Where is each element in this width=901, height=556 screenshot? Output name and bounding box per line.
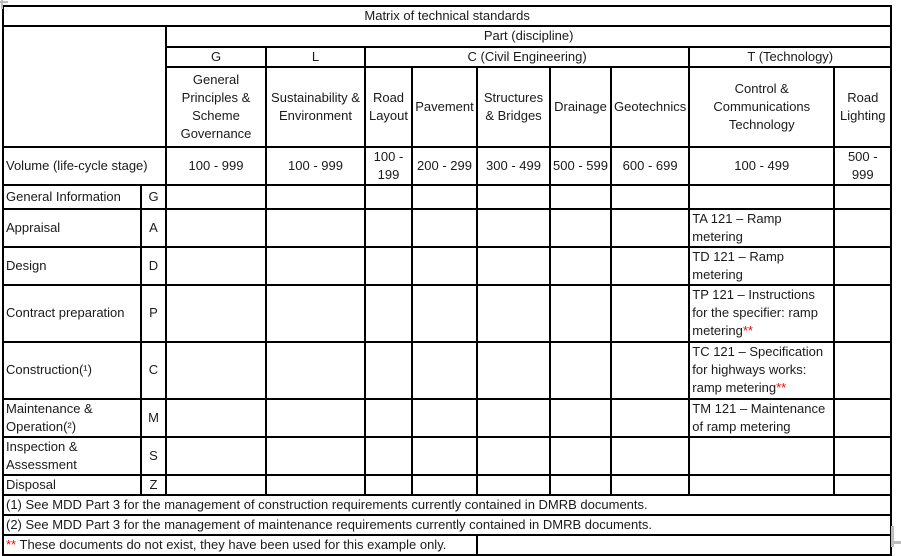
footnote-example-only: ** These documents do not exist, they have been used for this example only. xyxy=(3,535,477,555)
empty-cell xyxy=(550,475,611,495)
empty-cell xyxy=(412,209,477,247)
title-row xyxy=(3,6,891,26)
tech-standard-cell xyxy=(689,437,834,475)
table-title: Matrix of technical standards xyxy=(3,6,891,26)
empty-cell xyxy=(611,342,689,399)
stage-code: C xyxy=(141,342,166,399)
empty-cell xyxy=(834,399,891,437)
empty-cell xyxy=(166,209,266,247)
empty-cell xyxy=(365,475,412,495)
empty-cell xyxy=(611,437,689,475)
empty-cell xyxy=(166,185,266,209)
empty-cell xyxy=(166,475,266,495)
col-header-drainage: Drainage xyxy=(550,67,611,147)
table-row-appraisal xyxy=(3,209,891,247)
matrix-of-technical-standards-table xyxy=(2,5,892,556)
empty-cell xyxy=(166,399,266,437)
stage-code: A xyxy=(141,209,166,247)
empty-cell xyxy=(412,437,477,475)
volume-range: 100 - 499 xyxy=(689,147,834,185)
volume-range: 100 - 199 xyxy=(365,147,412,185)
empty-cell xyxy=(834,185,891,209)
empty-cell xyxy=(611,399,689,437)
empty-cell xyxy=(834,437,891,475)
corner-cell xyxy=(3,26,166,147)
empty-cell xyxy=(834,342,891,399)
volume-row-label: Volume (life-cycle stage) xyxy=(3,147,166,185)
volume-range: 200 - 299 xyxy=(412,147,477,185)
empty-cell xyxy=(266,209,365,247)
empty-cell xyxy=(412,342,477,399)
empty-cell xyxy=(477,247,550,285)
row-label: Maintenance & Operation(²) xyxy=(3,399,141,437)
stage-code: M xyxy=(141,399,166,437)
empty-cell xyxy=(166,342,266,399)
empty-cell xyxy=(477,209,550,247)
footnote-maintenance: (2) See MDD Part 3 for the management of maintenance requirements currently contained in DMRB documents. xyxy=(3,515,891,535)
col-header-road-lighting: Road Lighting xyxy=(834,67,891,147)
empty-cell xyxy=(611,285,689,342)
empty-cell xyxy=(266,285,365,342)
empty-cell xyxy=(550,185,611,209)
stage-code: Z xyxy=(141,475,166,495)
empty-cell xyxy=(477,185,550,209)
table-row-construction xyxy=(3,342,891,399)
table-row-general-information xyxy=(3,185,891,209)
stage-code: S xyxy=(141,437,166,475)
footnote-row-3 xyxy=(3,535,891,555)
tech-standard-cell: TD 121 – Ramp metering xyxy=(689,247,834,285)
row-label: Design xyxy=(3,247,141,285)
row-label: Construction(¹) xyxy=(3,342,141,399)
tech-standard-cell: TP 121 – Instructions for the specifier: ramp metering** xyxy=(689,285,834,342)
col-header-road-layout: Road Layout xyxy=(365,67,412,147)
col-header-pavement: Pavement xyxy=(412,67,477,147)
col-header-geotechnics: Geotechnics xyxy=(611,67,689,147)
empty-cell xyxy=(611,475,689,495)
row-label: Appraisal xyxy=(3,209,141,247)
volume-range: 300 - 499 xyxy=(477,147,550,185)
empty-cell xyxy=(166,285,266,342)
stage-code: G xyxy=(141,185,166,209)
red-asterisks: ** xyxy=(6,536,17,552)
empty-cell xyxy=(477,342,550,399)
empty-cell xyxy=(834,475,891,495)
empty-cell xyxy=(412,247,477,285)
volume-range: 500 - 599 xyxy=(550,147,611,185)
group-header-g: G xyxy=(166,47,266,67)
empty-cell xyxy=(550,247,611,285)
row-label: General Information xyxy=(3,185,141,209)
tech-standard-cell: TM 121 – Maintenance of ramp metering xyxy=(689,399,834,437)
volume-range: 600 - 699 xyxy=(611,147,689,185)
row-label: Inspection & Assessment xyxy=(3,437,141,475)
empty-cell xyxy=(266,475,365,495)
volume-row xyxy=(3,147,891,185)
empty-cell xyxy=(834,209,891,247)
empty-cell xyxy=(412,475,477,495)
tech-standard-cell: TA 121 – Ramp metering xyxy=(689,209,834,247)
empty-cell xyxy=(412,185,477,209)
empty-cell xyxy=(266,399,365,437)
empty-cell xyxy=(477,399,550,437)
empty-cell xyxy=(412,285,477,342)
stage-code: D xyxy=(141,247,166,285)
tech-standard-cell xyxy=(689,185,834,209)
footnote-row-1 xyxy=(3,495,891,515)
volume-range: 100 - 999 xyxy=(166,147,266,185)
page-edge-mark xyxy=(0,1,8,3)
table-row-inspection-assessment xyxy=(3,437,891,475)
empty-cell xyxy=(365,209,412,247)
group-header-l: L xyxy=(266,47,365,67)
scrollbar-corner[interactable] xyxy=(893,541,901,544)
empty-cell xyxy=(550,209,611,247)
volume-range: 500 - 999 xyxy=(834,147,891,185)
table-row-design xyxy=(3,247,891,285)
empty-cell xyxy=(477,475,550,495)
empty-cell xyxy=(834,247,891,285)
group-header-technology: T (Technology) xyxy=(689,47,891,67)
empty-cell xyxy=(611,209,689,247)
row-label: Contract preparation xyxy=(3,285,141,342)
col-header-structures-bridges: Structures & Bridges xyxy=(477,67,550,147)
empty-cell xyxy=(266,247,365,285)
empty-cell xyxy=(365,285,412,342)
empty-cell xyxy=(550,437,611,475)
empty-cell xyxy=(266,185,365,209)
empty-cell xyxy=(477,437,550,475)
empty-cell xyxy=(611,185,689,209)
empty-cell xyxy=(365,247,412,285)
empty-cell xyxy=(365,185,412,209)
red-asterisks: ** xyxy=(742,322,753,338)
empty-cell xyxy=(365,437,412,475)
red-asterisks: ** xyxy=(776,379,787,395)
row-label: Disposal xyxy=(3,475,141,495)
table-row-maintenance-operation xyxy=(3,399,891,437)
empty-cell xyxy=(166,437,266,475)
empty-cell xyxy=(550,285,611,342)
tech-standard-cell: TC 121 – Specification for highways works: ramp metering** xyxy=(689,342,834,399)
empty-cell xyxy=(266,342,365,399)
empty-cell xyxy=(550,399,611,437)
empty-cell xyxy=(365,342,412,399)
part-discipline-header: Part (discipline) xyxy=(166,26,891,47)
stage-code: P xyxy=(141,285,166,342)
col-header-sustainability: Sustainability & Environment xyxy=(266,67,365,147)
footnote-row-2 xyxy=(3,515,891,535)
col-header-general-principles: General Principles & Scheme Governance xyxy=(166,67,266,147)
group-header-civil-engineering: C (Civil Engineering) xyxy=(365,47,689,67)
footnote-construction: (1) See MDD Part 3 for the management of construction requirements currently contained in DMRB documents. xyxy=(3,495,891,515)
empty-cell xyxy=(365,399,412,437)
empty-cell xyxy=(834,285,891,342)
volume-range: 100 - 999 xyxy=(266,147,365,185)
part-header-row xyxy=(3,26,891,47)
empty-cell xyxy=(611,247,689,285)
empty-cell xyxy=(166,247,266,285)
empty-cell xyxy=(477,535,891,555)
table-row-disposal xyxy=(3,475,891,495)
table-row-contract-preparation xyxy=(3,285,891,342)
empty-cell xyxy=(266,437,365,475)
tech-standard-cell xyxy=(689,475,834,495)
empty-cell xyxy=(477,285,550,342)
empty-cell xyxy=(550,342,611,399)
col-header-control-communications: Control & Communications Technology xyxy=(689,67,834,147)
empty-cell xyxy=(412,399,477,437)
